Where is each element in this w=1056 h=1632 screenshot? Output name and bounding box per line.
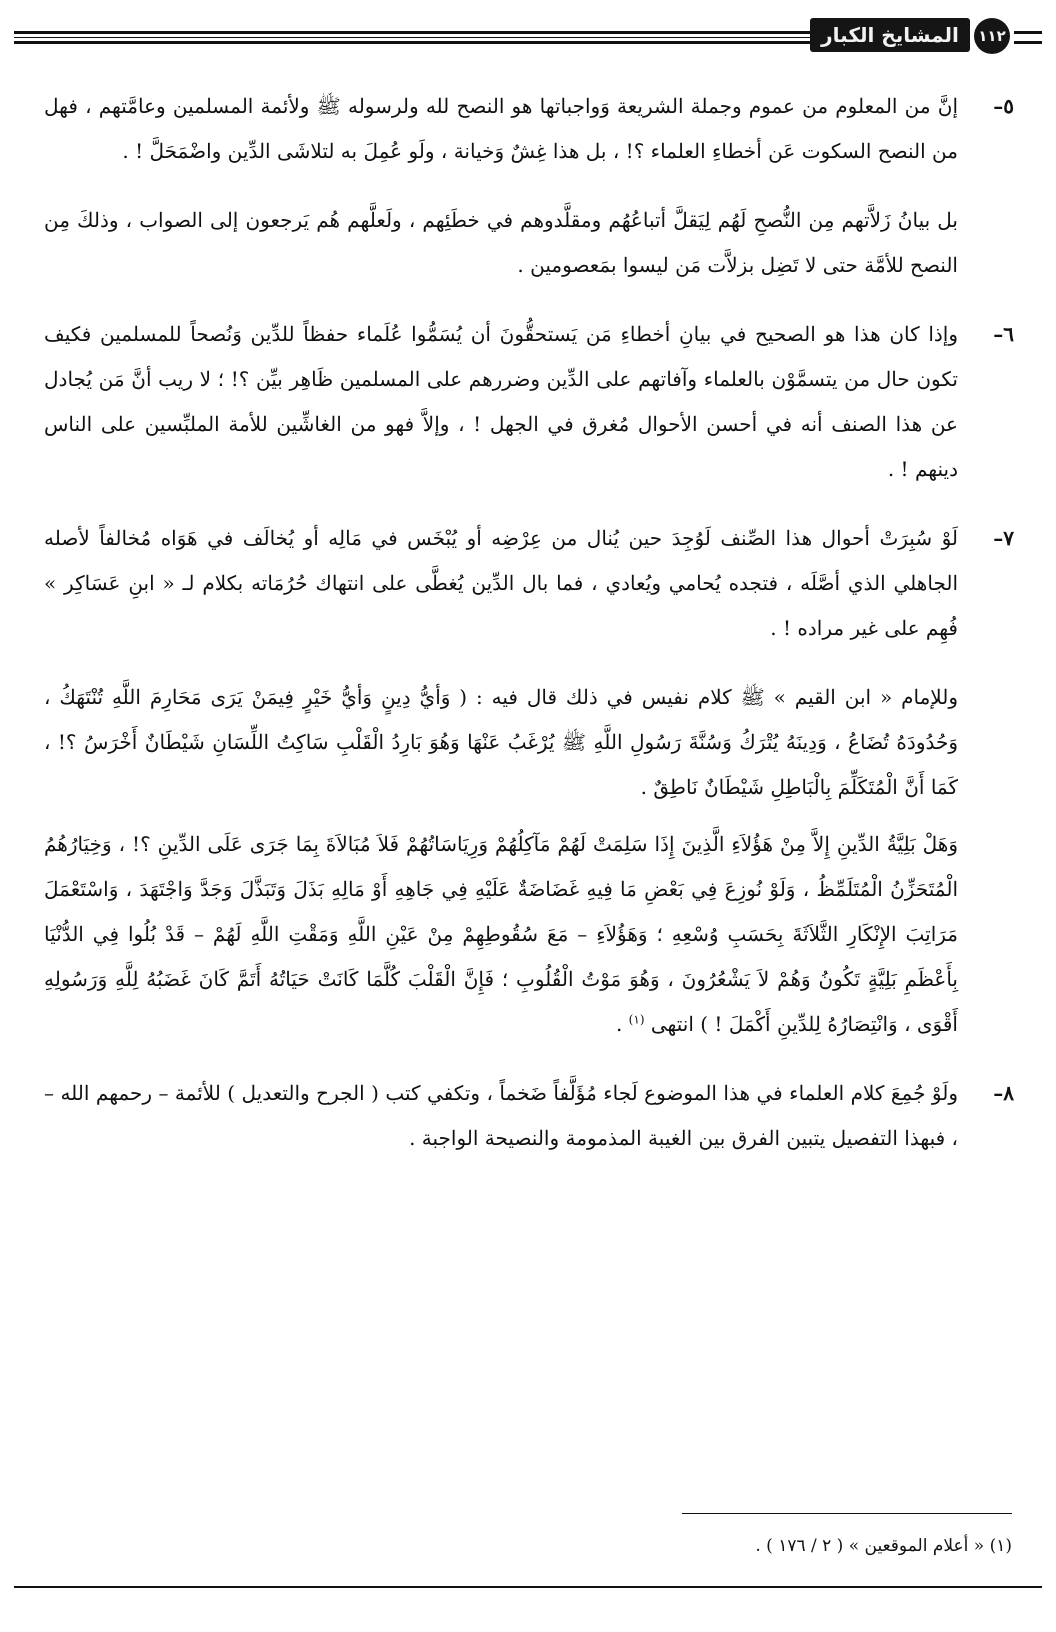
paragraph: ولَوْ جُمِعَ كلام العلماء في هذا الموضوع لَجاء مُؤَلَّفاً ضَخماً ، وتكفي كتب ( الجرح والتعديل ) للأئمة – رحمهم الله – ، فبهذا التفصيل يتبين الفرق بين الغيبة المذمومة والنصيحة الواجبة .	[44, 1081, 958, 1150]
running-title: المشايخ الكبار	[810, 18, 970, 52]
section-number: ٥–	[993, 94, 1014, 118]
quote-paragraph: وَهَلْ بَلِيَّةُ الدِّينِ إِلاَّ مِنْ هَؤُلاَءِ الَّذِينَ إِذَا سَلِمَتْ لَهُمْ مَآكِلُهُمْ وَرِيَاسَاتُهُمْ فَلاَ مُبَالاَةَ بِمَا جَرَى عَلَى الدِّينِ ؟! ، وَخِيَارُهُمُ الْمُتَحَزِّنُ الْمُتَلَمِّظُ ، وَلَوْ نُوزِعَ فِي بَعْضِ مَا فِيهِ غَضَاضَةٌ عَلَيْهِ فِي جَاهِهِ أَوْ مَالِهِ بَذَلَ وَتَبَذَّلَ وَجَدَّ وَاجْتَهَدَ ، وَاسْتَعْمَلَ مَرَاتِبَ الإِنْكَارِ الثَّلاَثَةَ بِحَسَبِ وُسْعِهِ ؛ وَهَؤُلاَءِ – مَعَ سُقُوطِهِمْ مِنْ عَيْنِ اللَّهِ وَمَقْتِ اللَّهِ لَهُمْ – قَدْ بُلُوا فِي الدُّنْيَا بِأَعْظَمِ بَلِيَّةٍ تَكُونُ وَهُمْ لاَ يَشْعُرُونَ ، وَهُوَ مَوْتُ الْقُلُوبِ ؛ فَإِنَّ الْقَلْبَ كُلَّمَا كَانَتْ حَيَاتُهُ أَتَمَّ كَانَ غَضَبُهُ لِلَّهِ وَرَسُولِهِ أَقْوَى ، وَانْتِصَارُهُ لِلدِّينِ أَكْمَلَ ! ) انتهى $^{(١)}$ .	[44, 832, 958, 1036]
section-number: ٨–	[993, 1081, 1014, 1105]
page-body	[44, 84, 1014, 1161]
paragraph: إنَّ من المعلوم من عموم وجملة الشريعة وَواجباتها هو النصح لله ولرسوله ﷺ ولأئمة المسلمين وعامَّتهم ، فهل من النصح السكوت عَن أخطاءِ العلماء ؟! ، بل هذا غِشٌ وَخيانة ، ولَو عُمِلَ به لتلاشَى الدِّين واضْمَحَلَّ ! .	[44, 94, 958, 163]
footnote: (١) « أعلام الموقعين » ( ٢ / ١٧٦ ) .	[755, 1536, 1012, 1556]
paragraph: وإذا كان هذا هو الصحيح في بيانِ أخطاءِ مَن يَستحقُّونَ أن يُسَمُّوا عُلَماء حفظاً للدِّين وَنُصحاً للمسلمين فكيف تكون حال من يتسمَّوْن بالعلماء وآفاتهم على الدِّين وضررهم على المسلمين ظَاهِر بيِّن ؟! ؛ لا ريب أنَّ مَن يُجادل عن هذا الصنف أنه في أحسن الأحوال مُغرق في الجهل ! ، وإلاَّ فهو من الغاشِّين للأمة الملبِّسين على الناس دينهم ! .	[44, 322, 958, 481]
header-rule-end	[1014, 31, 1042, 45]
paragraph: لَوْ سُبِرَتْ أحوال هذا الصِّنف لَوُجِدَ حين يُنال من عِرْضِه أو يُبْخَس في مَالِه أو يُخالَف في هَوَاه مُخالفاً لأصله الجاهلي الذي أصَّلَه ، فتجده يُحامي ويُعادي ، فما بال الدِّين يُغطَّى على انتهاك حُرُمَاته بكلام لـ « ابنِ عَسَاكِر » فُهِم على غير مراده ! .	[44, 526, 958, 640]
page-number-badge: ١١٢	[974, 18, 1010, 54]
quote-paragraph: وللإمام « ابن القيم » ﷺ كلام نفيس في ذلك قال فيه : ( وَأيُّ دِينٍ وَأيُّ خَيْرٍ فِيمَنْ يَرَى مَحَارِمَ اللَّهِ تُنْتَهَكُ ، وَحُدُودَهُ تُضَاعُ ، وَدِينَهُ يُتْرَكُ وَسُنَّةَ رَسُولِ اللَّهِ ﷺ يُرْغَبُ عَنْهَا وَهُوَ بَارِدُ الْقَلْبِ سَاكِتُ اللِّسَانِ شَيْطَانٌ أَخْرَسُ ؟! ، كَمَا أَنَّ الْمُتَكَلِّمَ بِالْبَاطِلِ شَيْطَانٌ نَاطِقٌ .	[44, 685, 958, 799]
paragraph: بل بيانُ زَلاَّتهم مِن النُّصحِ لَهُم لِيَقلَّ أتباعُهُم ومقلَّدوهم في خطَئِهم ، ولَعلَّهم هُم يَرجعون إلى الصواب ، وذلكَ مِن النصح للأمَّة حتى لا تَضِل بزلاَّت مَن ليسوا بمَعصومين .	[44, 208, 958, 277]
section-6	[44, 312, 1014, 492]
bottom-rule	[14, 1586, 1042, 1588]
footnote-marker: (١)	[628, 1012, 645, 1027]
section-number: ٧–	[993, 526, 1014, 550]
section-7	[44, 516, 1014, 1047]
section-8	[44, 1071, 1014, 1161]
quote-text: وَهَلْ بَلِيَّةُ الدِّينِ إِلاَّ مِنْ هَؤُلاَءِ الَّذِينَ إِذَا سَلِمَتْ لَهُمْ مَآكِلُهُمْ وَرِيَاسَاتُهُمْ فَلاَ مُبَالاَةَ بِمَا جَرَى عَلَى الدِّينِ ؟! ، وَخِيَارُهُمُ الْمُتَحَزِّنُ الْمُتَلَمِّظُ ، وَلَوْ نُوزِعَ فِي بَعْضِ مَا فِيهِ غَضَاضَةٌ عَلَيْهِ فِي جَاهِهِ أَوْ مَالِهِ بَذَلَ وَتَبَذَّلَ وَجَدَّ وَاجْتَهَدَ ، وَاسْتَعْمَلَ مَرَاتِبَ الإِنْكَارِ الثَّلاَثَةَ بِحَسَبِ وُسْعِهِ ؛ وَهَؤُلاَءِ – مَعَ سُقُوطِهِمْ مِنْ عَيْنِ اللَّهِ وَمَقْتِ اللَّهِ لَهُمْ – قَدْ بُلُوا فِي الدُّنْيَا بِأَعْظَمِ بَلِيَّةٍ تَكُونُ وَهُمْ لاَ يَشْعُرُونَ ، وَهُوَ مَوْتُ الْقُلُوبِ ؛ فَإِنَّ الْقَلْبَ كُلَّمَا كَانَتْ حَيَاتُهُ أَتَمَّ كَانَ غَضَبُهُ لِلَّهِ وَرَسُولِهِ أَقْوَى ، وَانْتِصَارُهُ لِلدِّينِ أَكْمَلَ ! ) انتهى	[44, 832, 958, 1036]
footnote-rule	[682, 1513, 1012, 1514]
section-5	[44, 84, 1014, 288]
section-number: ٦–	[993, 322, 1014, 346]
